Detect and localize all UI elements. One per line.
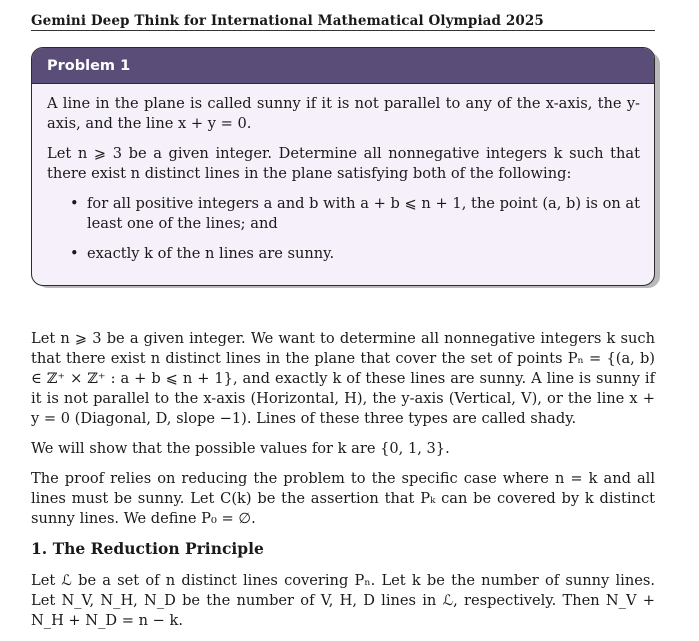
problem-box-body: [32, 84, 654, 264]
problem-box-title: Problem 1: [32, 48, 654, 84]
solution-paragraph: Let ℒ be a set of n distinct lines covering Pₙ. Let k be the number of sunny lines. Let N_V, N_H, N_D be the number of V, H, D lines in ℒ, respectively. Then N_V + N_H + N_D = n − k.: [31, 572, 655, 629]
section-heading: 1. The Reduction Principle: [31, 539, 264, 558]
solution-paragraph: We will show that the possible values for k are {0, 1, 3}.: [31, 440, 450, 457]
document-header: Gemini Deep Think for International Mathematical Olympiad 2025: [31, 13, 544, 29]
solution-paragraph: Let n ⩾ 3 be a given integer. We want to determine all nonnegative integers k such that there exist n distinct lines in the plane that cover the set of points Pₙ = {(a, b) ∈ ℤ⁺ × ℤ⁺ : a + b ⩽ n + 1}, and exactly k of these lines are sunny. A line is sunny if it is not parallel to the x-axis (Horizontal, H), the y-axis (Vertical, V), or the line x + y = 0 (Diagonal, D, slope −1). Lines of these three types are called shady.: [31, 330, 655, 427]
header-rule: [31, 30, 655, 31]
condition-item: • for all positive integers a and b with a + b ⩽ n + 1, the point (a, b) is on at least one of the lines; and: [87, 194, 640, 234]
solution-paragraph: The proof relies on reducing the problem to the specific case where n = k and all lines must be sunny. Let C(k) be the assertion that Pₖ can be covered by k distinct sunny lines. We define P₀ = ∅.: [31, 470, 655, 527]
problem-statement: Let n ⩾ 3 be a given integer. Determine all nonnegative integers k such that there exist n distinct lines in the plane satisfying both of the following:: [47, 145, 640, 182]
condition-list: [47, 194, 640, 264]
solution-text: [31, 329, 655, 641]
problem-box: [31, 47, 655, 286]
problem-definition: A line in the plane is called sunny if it is not parallel to any of the x-axis, the y-axis, and the line x + y = 0.: [47, 95, 640, 132]
condition-item: • exactly k of the n lines are sunny.: [87, 244, 640, 264]
